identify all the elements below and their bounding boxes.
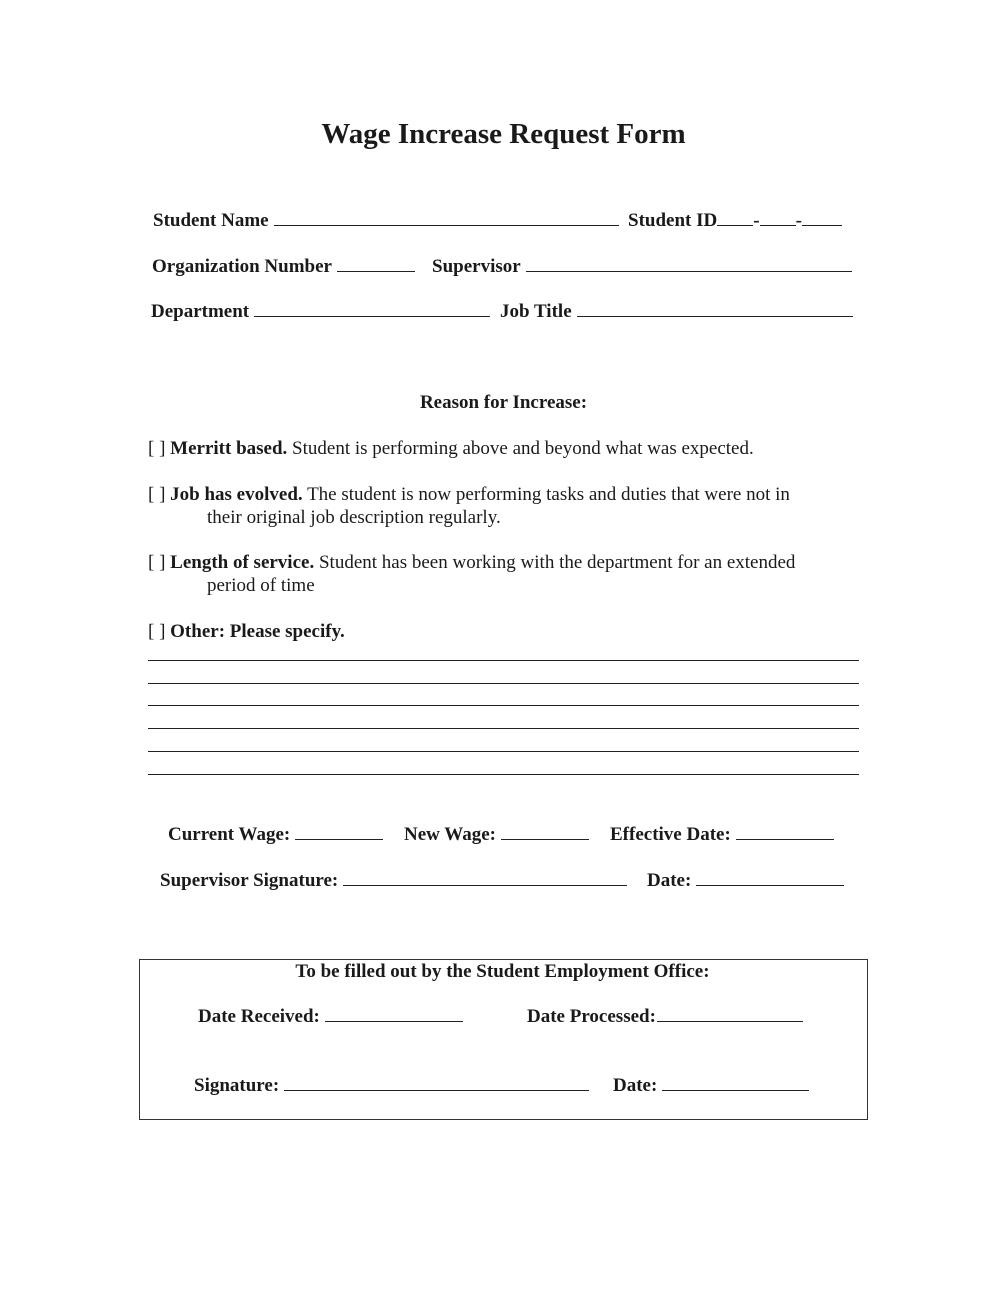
organization-number-label: Organization Number [152, 256, 415, 278]
department-field[interactable] [254, 315, 490, 317]
supervisor-signature-field[interactable] [343, 884, 627, 886]
office-signature-field[interactable] [284, 1089, 589, 1091]
date-received-field[interactable] [325, 1020, 463, 1022]
other-specify-line[interactable] [148, 705, 859, 706]
form-title: Wage Increase Request Form [321, 118, 686, 150]
office-date-field[interactable] [662, 1089, 809, 1091]
student-id-field-3[interactable] [802, 224, 842, 226]
student-id-label: Student ID - - [628, 210, 842, 232]
office-heading: To be filled out by the Student Employment Office: [295, 961, 710, 982]
supervisor-date-label: Date: [647, 870, 844, 892]
checkbox[interactable]: [ ] [148, 552, 166, 573]
current-wage-field[interactable] [295, 838, 383, 840]
effective-date-label: Effective Date: [610, 824, 834, 846]
other-specify-line[interactable] [148, 774, 859, 775]
checkbox[interactable]: [ ] [148, 484, 166, 505]
current-wage-label: Current Wage: [168, 824, 383, 846]
reason-option-other[interactable]: [ ] Other: Please specify. [148, 621, 345, 642]
reason-option-length-of-service[interactable]: [ ] Length of service. Student has been working with the department for an extended period of time [148, 552, 796, 596]
department-label: Department [151, 301, 490, 323]
organization-number-field[interactable] [337, 270, 415, 272]
checkbox[interactable]: [ ] [148, 438, 166, 459]
effective-date-field[interactable] [736, 838, 834, 840]
new-wage-label: New Wage: [404, 824, 589, 846]
job-title-field[interactable] [577, 315, 853, 317]
supervisor-date-field[interactable] [696, 884, 844, 886]
reason-option-merit[interactable]: [ ] Merritt based. Student is performing above and beyond what was expected. [148, 438, 754, 459]
other-specify-line[interactable] [148, 660, 859, 661]
date-processed-field[interactable] [657, 1020, 803, 1022]
date-received-label: Date Received: [198, 1006, 463, 1028]
date-processed-label: Date Processed: [527, 1006, 803, 1028]
checkbox[interactable]: [ ] [148, 621, 166, 642]
other-specify-line[interactable] [148, 751, 859, 752]
supervisor-label: Supervisor [432, 256, 852, 278]
supervisor-signature-label: Supervisor Signature: [160, 870, 627, 892]
reason-option-job-evolved[interactable]: [ ] Job has evolved. The student is now performing tasks and duties that were not in their original job description regularly. [148, 484, 790, 528]
student-name-field[interactable] [274, 224, 619, 226]
office-signature-label: Signature: [194, 1075, 589, 1097]
reason-heading: Reason for Increase: [419, 392, 588, 413]
job-title-label: Job Title [500, 301, 853, 323]
other-specify-line[interactable] [148, 728, 859, 729]
student-name-label: Student Name [153, 210, 619, 232]
student-id-field-1[interactable] [717, 224, 753, 226]
supervisor-field[interactable] [526, 270, 852, 272]
office-date-label: Date: [613, 1075, 809, 1097]
other-specify-line[interactable] [148, 683, 859, 684]
student-id-field-2[interactable] [760, 224, 796, 226]
new-wage-field[interactable] [501, 838, 589, 840]
